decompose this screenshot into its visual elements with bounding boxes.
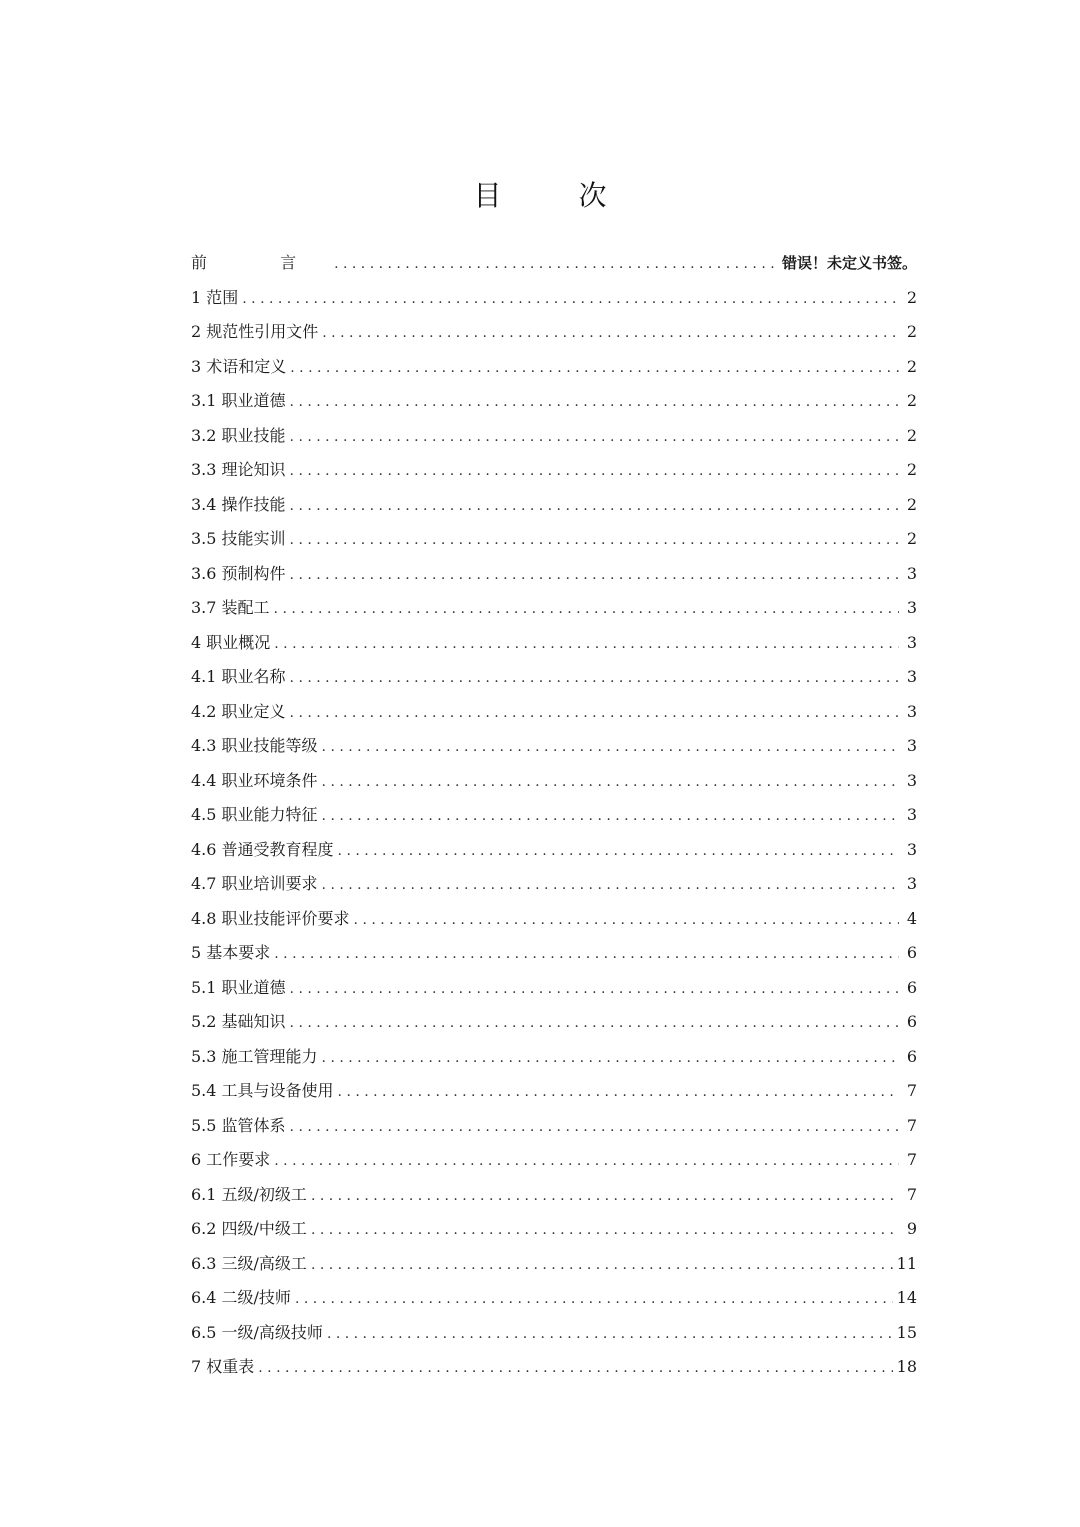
toc-leader-dots: [242, 291, 899, 307]
toc-entry[interactable]: [191, 975, 917, 1010]
toc-leader-dots: [322, 808, 899, 824]
toc-entry[interactable]: [191, 1216, 917, 1251]
toc-entry-page: 7: [906, 1150, 917, 1169]
toc-entry-label: 6.4 二级/技师: [191, 1288, 291, 1307]
toc-leader-dots: [274, 946, 899, 962]
toc-entry-page: 2: [906, 494, 917, 514]
toc-entry-page: 6: [906, 977, 917, 997]
toc-entry[interactable]: [191, 699, 917, 734]
toc-leader-dots: [290, 394, 899, 410]
toc-leader-dots: [290, 532, 899, 548]
toc-entry-page: 6: [906, 1046, 917, 1066]
toc-entry-label: 3.6 预制构件: [191, 563, 286, 583]
toc-entry-label: 4.2 职业定义: [191, 701, 286, 721]
toc-entry-label: 3.1 职业道德: [191, 391, 286, 410]
toc-leader-dots: [290, 705, 899, 721]
toc-leader-dots: [322, 739, 899, 755]
toc-leader-dots: [290, 498, 899, 514]
toc-entry-label: 3 术语和定义: [191, 356, 287, 376]
toc-leader-dots: [290, 670, 899, 686]
toc-leader-dots: [334, 256, 778, 272]
toc-leader-dots: [290, 429, 899, 445]
toc-entry-page: 2: [906, 356, 917, 376]
toc-entry-page: 6: [906, 1012, 917, 1031]
toc-entry-page: 错误！未定义书签。: [781, 254, 917, 272]
toc-entry-label: 6.3 三级/高级工: [191, 1253, 307, 1273]
toc-entry[interactable]: [191, 388, 917, 423]
toc-entry-label: 3.7 装配工: [191, 598, 270, 617]
toc-entry-page: 6: [906, 943, 917, 962]
toc-entry-label: 4.6 普通受教育程度: [191, 839, 334, 859]
toc-leader-dots: [322, 1050, 899, 1066]
toc-entry-label: 5.5 监管体系: [191, 1115, 286, 1135]
toc-leader-dots: [290, 981, 899, 997]
toc-leader-dots: [311, 1188, 899, 1204]
toc-entry-label: 4.1 职业名称: [191, 667, 286, 686]
page-title: 目 次: [473, 179, 641, 212]
toc-entry-page: 3: [906, 839, 917, 859]
toc-entry-page: 7: [906, 1115, 917, 1135]
toc-leader-dots: [258, 1360, 892, 1376]
toc-entry[interactable]: [191, 250, 917, 285]
toc-leader-dots: [290, 463, 899, 479]
toc-entry[interactable]: [191, 561, 917, 596]
toc-entry[interactable]: [191, 664, 917, 699]
toc-entry[interactable]: [191, 526, 917, 561]
toc-entry[interactable]: [191, 492, 917, 527]
toc-entry-page: 3: [906, 598, 917, 617]
toc-entry-label: 5.4 工具与设备使用: [191, 1081, 334, 1100]
toc-entry-page: 2: [906, 391, 917, 410]
toc-entry[interactable]: [191, 802, 917, 837]
toc-entry[interactable]: [191, 1285, 917, 1320]
toc-entry-label: 1 范围: [191, 287, 239, 307]
toc-entry[interactable]: [191, 906, 917, 941]
toc-entry-page: 11: [896, 1253, 917, 1273]
toc-entry[interactable]: [191, 871, 917, 906]
toc-entry[interactable]: [191, 1009, 917, 1044]
toc-entry[interactable]: [191, 630, 917, 665]
toc-entry-page: 14: [896, 1288, 917, 1307]
toc-entry-page: 2: [906, 529, 917, 548]
toc-leader-dots: [338, 1084, 899, 1100]
toc-entry[interactable]: [191, 940, 917, 975]
toc-leader-dots: [311, 1222, 899, 1238]
toc-leader-dots: [354, 912, 899, 928]
toc-entry-page: 15: [896, 1322, 917, 1342]
toc-leader-dots: [290, 1119, 899, 1135]
toc-entry-label: 4.5 职业能力特征: [191, 805, 318, 824]
toc-entry[interactable]: [191, 1251, 917, 1286]
toc-entry-label: 5.3 施工管理能力: [191, 1046, 318, 1066]
toc-entry[interactable]: [191, 768, 917, 803]
toc-entry[interactable]: [191, 837, 917, 872]
toc-leader-dots: [274, 1153, 899, 1169]
toc-entry-label: 4.3 职业技能等级: [191, 736, 318, 755]
toc-leader-dots: [322, 877, 899, 893]
toc-entry-label: 4.7 职业培训要求: [191, 874, 318, 893]
toc-entry-page: 3: [906, 701, 917, 721]
toc-leader-dots: [295, 1291, 893, 1307]
toc-leader-dots: [290, 567, 899, 583]
toc-entry[interactable]: [191, 354, 917, 389]
table-of-contents: [191, 250, 917, 1389]
toc-entry[interactable]: [191, 319, 917, 354]
toc-leader-dots: [322, 774, 899, 790]
toc-entry-label: 2 规范性引用文件: [191, 322, 319, 341]
toc-entry-page: 3: [906, 736, 917, 755]
toc-entry-page: 3: [906, 874, 917, 893]
toc-leader-dots: [274, 636, 899, 652]
toc-entry-label: 4 职业概况: [191, 632, 271, 652]
toc-entry-label: 7 权重表: [191, 1357, 255, 1376]
toc-entry[interactable]: [191, 595, 917, 630]
toc-leader-dots: [322, 325, 899, 341]
toc-entry[interactable]: [191, 1113, 917, 1148]
toc-entry-page: 9: [906, 1219, 917, 1238]
toc-entry[interactable]: [191, 1147, 917, 1182]
toc-entry[interactable]: [191, 1320, 917, 1355]
toc-leader-dots: [311, 1257, 893, 1273]
toc-entry-label: 5 基本要求: [191, 943, 271, 962]
toc-entry-page: 2: [906, 425, 917, 445]
toc-entry-page: 3: [906, 667, 917, 686]
toc-entry-page: 3: [906, 805, 917, 824]
toc-entry-page: 2: [906, 287, 917, 307]
toc-entry-label: 6.2 四级/中级工: [191, 1219, 307, 1238]
toc-entry-label: 6.5 一级/高级技师: [191, 1322, 323, 1342]
toc-entry-label: 4.8 职业技能评价要求: [191, 908, 350, 928]
toc-entry[interactable]: [191, 285, 917, 320]
toc-entry[interactable]: [191, 1354, 917, 1389]
toc-entry[interactable]: [191, 1182, 917, 1217]
toc-entry-page: 3: [906, 563, 917, 583]
toc-leader-dots: [290, 1015, 899, 1031]
toc-entry-page: 3: [906, 770, 917, 790]
toc-entry-label: 6.1 五级/初级工: [191, 1184, 307, 1204]
toc-entry[interactable]: [191, 423, 917, 458]
toc-entry-page: 2: [906, 460, 917, 479]
toc-entry[interactable]: [191, 1078, 917, 1113]
toc-entry[interactable]: [191, 457, 917, 492]
toc-entry-page: 7: [906, 1081, 917, 1100]
toc-leader-dots: [290, 360, 899, 376]
toc-entry-page: 3: [906, 632, 917, 652]
toc-entry[interactable]: [191, 1044, 917, 1079]
toc-entry-label: 3.3 理论知识: [191, 460, 286, 479]
toc-entry-label: 3.4 操作技能: [191, 494, 286, 514]
toc-entry-page: 4: [906, 908, 917, 928]
toc-leader-dots: [338, 843, 899, 859]
toc-entry-label: 5.1 职业道德: [191, 977, 286, 997]
toc-entry-label: 5.2 基础知识: [191, 1012, 286, 1031]
toc-entry-label: 3.2 职业技能: [191, 425, 286, 445]
toc-entry-label: 4.4 职业环境条件: [191, 770, 318, 790]
toc-entry[interactable]: [191, 733, 917, 768]
toc-leader-dots: [327, 1326, 893, 1342]
toc-entry-page: 2: [906, 322, 917, 341]
toc-leader-dots: [274, 601, 899, 617]
toc-entry-label: 6 工作要求: [191, 1150, 271, 1169]
toc-entry-label: 3.5 技能实训: [191, 529, 286, 548]
toc-entry-page: 7: [906, 1184, 917, 1204]
toc-entry-label: 前 言: [191, 253, 331, 272]
toc-entry-page: 18: [896, 1357, 917, 1376]
